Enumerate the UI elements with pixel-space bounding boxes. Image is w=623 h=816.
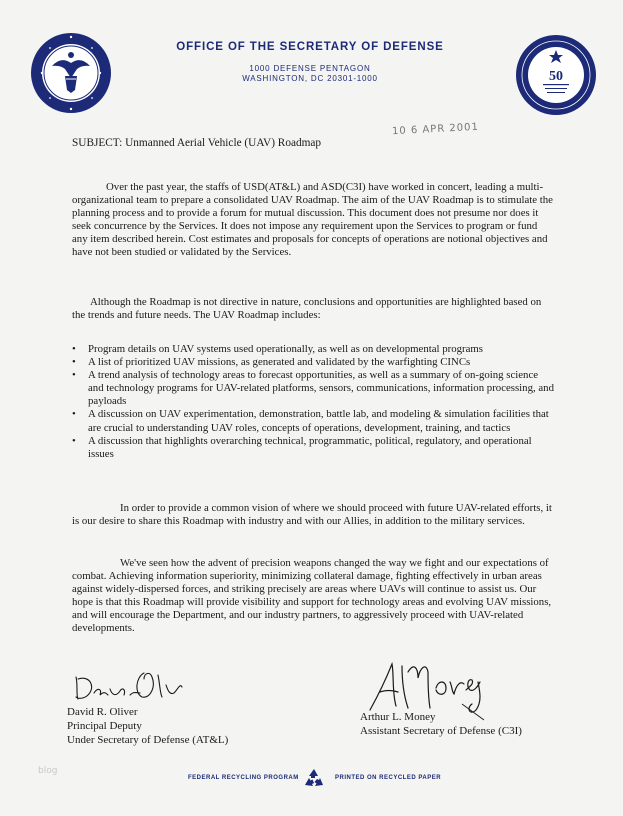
paragraph-roadmap-includes: Although the Roadmap is not directive in nature, conclusions and opportunities are highlighted based on the trends and future needs. The UAV Roadmap includes: [72, 296, 542, 322]
list-item: • A discussion that highlights overarching technical, programmatic, political, regulatory, and operational issues [72, 435, 554, 461]
address-line-2: WASHINGTON, DC 20301-1000 [242, 74, 378, 83]
address-line-1: 1000 DEFENSE PENTAGON [249, 64, 371, 73]
paragraph-common-vision: In order to provide a common vision of where we should proceed with future UAV-related efforts, it is our desire to share this Roadmap with industry and with our Allies, in addition to the military services. [72, 502, 552, 528]
recycle-icon [302, 767, 326, 791]
signer-title: Principal Deputy [67, 720, 142, 732]
paragraph-precision-weapons: We've seen how the advent of precision weapons changed the way we fight and our expectations of combat. Achieving information superiority, minimizing collateral damage, fighting effectively in urban areas against widely-dispersed forces, and striking precisely are areas where UAVs will continue to assist us. Our hope is that this Roadmap will provide visibility and support for technology areas and evolving UAV missions, and will encourage the Department, and our industry partners, to aggressively proceed with UAV-related developments. [72, 557, 552, 635]
oliver-signature-icon [70, 665, 190, 705]
signer-title: Assistant Secretary of Defense (C3I) [360, 725, 522, 737]
signer-name: Arthur L. Money [360, 711, 436, 723]
roadmap-contents-list [72, 343, 554, 461]
list-item: • Program details on UAV systems used operationally, as well as on developmental programs [72, 343, 554, 356]
subject-line: SUBJECT: Unmanned Aerial Vehicle (UAV) Roadmap [72, 137, 322, 149]
anniversary-seal-icon [515, 34, 597, 116]
date-stamp: 10 6 APR 2001 [391, 121, 480, 138]
watermark: blog [38, 766, 58, 776]
signer-title: Under Secretary of Defense (AT&L) [67, 734, 229, 746]
signature-block-money [360, 710, 522, 738]
paragraph-intro: Over the past year, the staffs of USD(AT&L) and ASD(C3I) have worked in concert, leading a multi-organizational team to prepare a consolidated UAV Roadmap. The aim of the UAV Roadmap is to stimulate the planning process and to provide a forum for mutual discussion. This document does not presume nor does it seek concurrence by the Services. It does not impose any requirement upon the Services to program or fund any item described herein. Cost estimates and proposals for concepts of operations are notional objectives and have not been studied or validated by the Services. [72, 181, 553, 259]
list-item: • A trend analysis of technology areas to forecast opportunities, as well as a summary of on-going science and technology programs for UAV-related platforms, sensors, communications, information processing, and payloads [72, 369, 554, 408]
signer-name: David R. Oliver [67, 706, 138, 718]
svg-text:50: 50 [549, 69, 563, 84]
list-item: • A list of prioritized UAV missions, as generated and validated by the warfighting CINCs [72, 356, 554, 369]
list-item: • A discussion on UAV experimentation, demonstration, battle lab, and modeling & simulation facilities that are crucial to understanding UAV roles, concepts of operations, development, training, and tactics [72, 408, 554, 434]
office-title: OFFICE OF THE SECRETARY OF DEFENSE [176, 41, 444, 53]
signature-block-oliver [67, 705, 228, 747]
footer-recycling-program: FEDERAL RECYCLING PROGRAM [188, 775, 299, 781]
dod-seal-icon [30, 32, 112, 114]
footer-recycled-paper: PRINTED ON RECYCLED PAPER [335, 775, 442, 781]
